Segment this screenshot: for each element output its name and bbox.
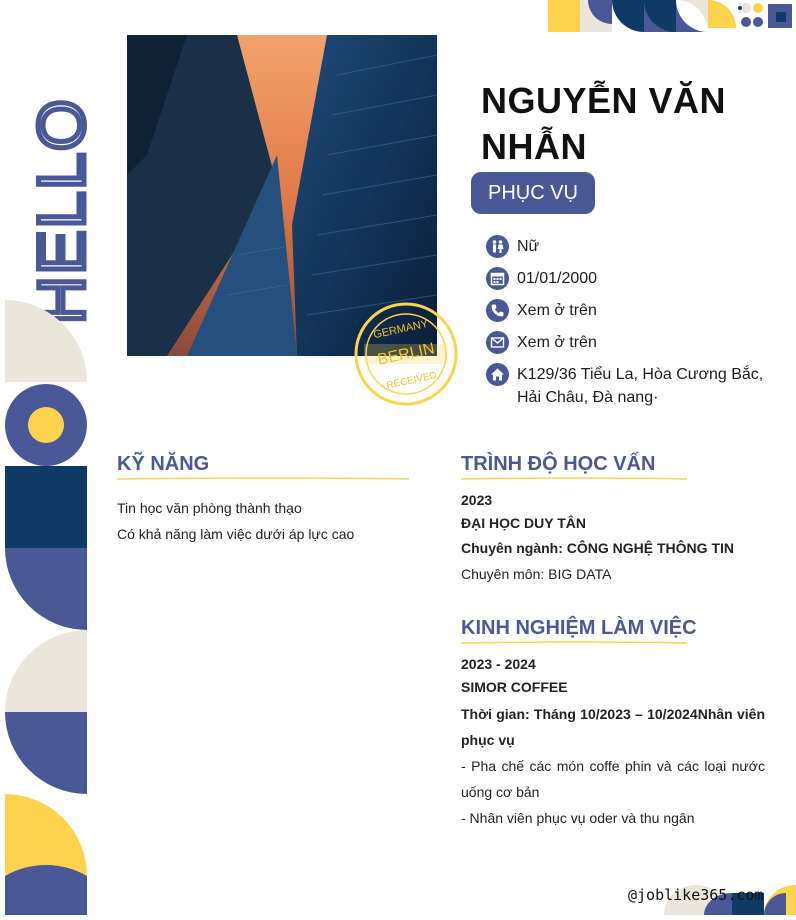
hello-word: HELLO <box>24 97 98 324</box>
experience-block <box>461 651 765 831</box>
education-year: 2023 <box>461 492 493 508</box>
experience-period: 2023 - 2024 <box>461 656 536 672</box>
stamp-middle-text: BERLIN <box>376 340 437 369</box>
experience-position-line-1: Thời gian: Tháng 10/2023 – 10/2024Nhân viên <box>461 706 765 722</box>
top-decoration <box>548 0 796 32</box>
stamp-bottom-text: RECEIVED <box>385 370 438 392</box>
experience-heading: KINH NGHIỆM LÀM VIỆC <box>461 617 697 639</box>
experience-duty-2: - Nhân viên phục vụ oder và thu ngân <box>461 810 695 826</box>
experience-underline <box>461 641 687 645</box>
home-icon <box>486 363 509 386</box>
education-heading: TRÌNH ĐỘ HỌC VẤN <box>461 453 656 475</box>
education-underline <box>461 477 687 481</box>
phone-value: Xem ở trên <box>517 302 597 319</box>
skills-list <box>117 495 354 547</box>
experience-duty-1-line-2: uống cơ bản <box>461 784 540 800</box>
candidate-name <box>481 78 781 170</box>
education-major: Chuyên ngành: CÔNG NGHỆ THÔNG TIN <box>461 540 734 556</box>
dob-value: 01/01/2000 <box>517 270 598 287</box>
skills-underline <box>117 477 409 481</box>
left-decorative-strip <box>5 300 87 915</box>
phone-icon <box>486 299 509 322</box>
gender-value: Nữ <box>517 238 540 255</box>
role-badge: PHỤC VỤ <box>471 172 595 214</box>
gender-icon <box>486 235 509 258</box>
name-line-1: NGUYỄN VĂN <box>481 80 727 121</box>
education-specialty: Chuyên môn: BIG DATA <box>461 566 612 582</box>
address-value <box>517 363 777 409</box>
envelope-icon <box>486 331 509 354</box>
address-line-1: K129/36 Tiểu La, Hòa Cương Bắc, <box>517 366 764 383</box>
footer-handle: @joblike365.com <box>628 886 764 904</box>
address-line-2: Hải Châu, Đà nang· <box>517 389 659 406</box>
experience-duty-1-line-1: - Pha chế các món coffe phin và các loại nước <box>461 758 765 774</box>
education-block <box>461 487 771 585</box>
experience-company: SIMOR COFFEE <box>461 679 568 695</box>
berlin-stamp <box>352 300 460 408</box>
stamp-top-text: GERMANY <box>372 317 430 342</box>
education-school: ĐẠI HỌC DUY TÂN <box>461 515 586 531</box>
experience-position-line-2: phục vụ <box>461 732 515 748</box>
hello-vertical-text <box>24 58 98 324</box>
calendar-icon <box>486 267 509 290</box>
skill-item: Có khả năng làm việc dưới áp lực cao <box>117 526 355 542</box>
skill-item: Tin học văn phòng thành thạo <box>117 500 302 516</box>
email-value: Xem ở trên <box>517 334 597 351</box>
skills-heading: KỸ NĂNG <box>117 453 210 475</box>
name-line-2: NHẪN <box>481 126 587 167</box>
